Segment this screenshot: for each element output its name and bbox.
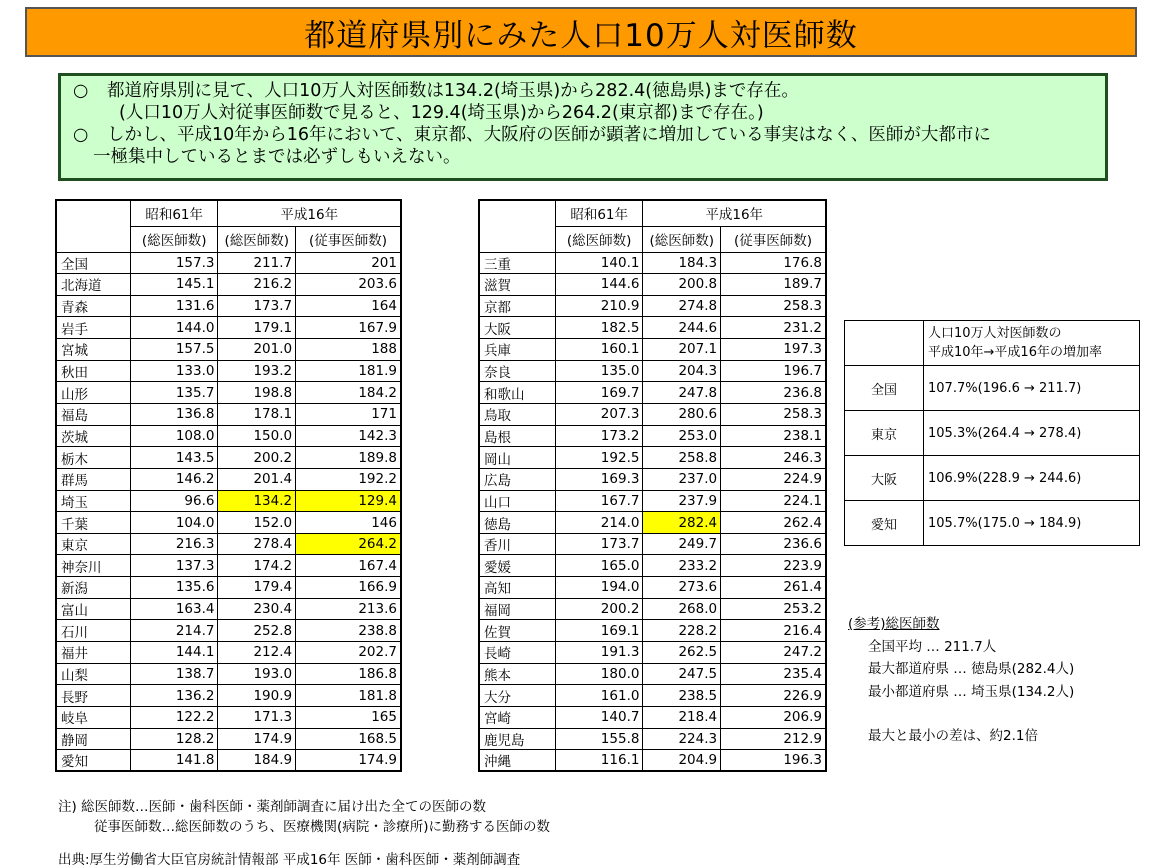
value-s61-total: 144.0 bbox=[130, 317, 218, 339]
value-h16-practicing: 235.4 bbox=[721, 663, 826, 685]
value-h16-total: 262.5 bbox=[643, 642, 721, 664]
prefecture-name: 滋賀 bbox=[479, 274, 555, 296]
prefecture-name: 沖縄 bbox=[479, 750, 555, 772]
value-s61-total: 160.1 bbox=[555, 339, 643, 361]
value-h16-total: 179.1 bbox=[218, 317, 296, 339]
value-h16-practicing: 166.9 bbox=[296, 577, 401, 599]
header-year-h16: 平成16年 bbox=[643, 200, 826, 226]
table-row bbox=[479, 252, 826, 274]
prefecture-name: 東京 bbox=[56, 533, 130, 555]
value-h16-total: 249.7 bbox=[643, 533, 721, 555]
prefecture-name: 埼玉 bbox=[56, 490, 130, 512]
table-row bbox=[479, 360, 826, 382]
value-h16-practicing: 181.8 bbox=[296, 685, 401, 707]
prefecture-name: 岩手 bbox=[56, 317, 130, 339]
value-s61-total: 207.3 bbox=[555, 403, 643, 425]
value-h16-total: 193.2 bbox=[218, 360, 296, 382]
value-h16-practicing: 262.4 bbox=[721, 512, 826, 534]
prefecture-name: 熊本 bbox=[479, 663, 555, 685]
summary-text-3: しかし、平成10年から16年において、東京都、大阪府の医師が顕著に増加している事実はなく、医師が大都市に bbox=[107, 125, 991, 145]
table-row bbox=[56, 317, 401, 339]
value-s61-total: 192.5 bbox=[555, 447, 643, 469]
value-h16-total: 274.8 bbox=[643, 295, 721, 317]
page-title-bar bbox=[25, 7, 1137, 57]
value-h16-total: 268.0 bbox=[643, 598, 721, 620]
reference-block bbox=[848, 613, 1074, 748]
table-row bbox=[479, 555, 826, 577]
value-h16-practicing: 206.9 bbox=[721, 706, 826, 728]
prefecture-name: 神奈川 bbox=[56, 555, 130, 577]
prefecture-name: 山梨 bbox=[56, 663, 130, 685]
value-h16-practicing: 164 bbox=[296, 295, 401, 317]
value-h16-practicing: 212.9 bbox=[721, 728, 826, 750]
header-empty bbox=[479, 200, 555, 252]
value-h16-total: 253.0 bbox=[643, 425, 721, 447]
value-s61-total: 210.9 bbox=[555, 295, 643, 317]
value-s61-total: 136.8 bbox=[130, 403, 218, 425]
table-row bbox=[56, 706, 401, 728]
value-h16-total: 201.4 bbox=[218, 468, 296, 490]
prefecture-name: 長崎 bbox=[479, 642, 555, 664]
table-row bbox=[56, 468, 401, 490]
value-h16-total: 252.8 bbox=[218, 620, 296, 642]
value-h16-practicing: 238.1 bbox=[721, 425, 826, 447]
table-row bbox=[56, 274, 401, 296]
prefecture-name: 和歌山 bbox=[479, 382, 555, 404]
inc-label: 愛知 bbox=[845, 501, 924, 546]
header-empty bbox=[56, 200, 130, 252]
value-h16-total: 238.5 bbox=[643, 685, 721, 707]
value-h16-total: 237.9 bbox=[643, 490, 721, 512]
inc-value: 106.9%(228.9 → 244.6) bbox=[924, 456, 1140, 501]
prefecture-name: 高知 bbox=[479, 577, 555, 599]
inc-label: 大阪 bbox=[845, 456, 924, 501]
table-row bbox=[56, 295, 401, 317]
header-practicing: (従事医師数) bbox=[296, 226, 401, 252]
table-row bbox=[479, 317, 826, 339]
value-h16-practicing: 188 bbox=[296, 339, 401, 361]
prefecture-name: 広島 bbox=[479, 468, 555, 490]
value-h16-total: 280.6 bbox=[643, 403, 721, 425]
value-h16-total: 152.0 bbox=[218, 512, 296, 534]
value-h16-practicing: 196.3 bbox=[721, 750, 826, 772]
value-s61-total: 128.2 bbox=[130, 728, 218, 750]
inc-header-line-2: 平成10年→平成16年の増加率 bbox=[928, 345, 1102, 360]
value-s61-total: 137.3 bbox=[130, 555, 218, 577]
reference-heading: (参考)総医師数 bbox=[848, 616, 940, 632]
table-row bbox=[479, 750, 826, 772]
value-h16-practicing: 216.4 bbox=[721, 620, 826, 642]
value-s61-total: 182.5 bbox=[555, 317, 643, 339]
value-s61-total: 173.7 bbox=[555, 533, 643, 555]
value-h16-practicing: 189.7 bbox=[721, 274, 826, 296]
value-h16-total: 207.1 bbox=[643, 339, 721, 361]
value-h16-total: 237.0 bbox=[643, 468, 721, 490]
table-row bbox=[479, 468, 826, 490]
value-h16-practicing: 258.3 bbox=[721, 295, 826, 317]
table-row bbox=[479, 706, 826, 728]
value-s61-total: 173.2 bbox=[555, 425, 643, 447]
header-year-s61: 昭和61年 bbox=[555, 200, 643, 226]
value-h16-practicing: 196.7 bbox=[721, 360, 826, 382]
table-row bbox=[56, 577, 401, 599]
table-row bbox=[56, 512, 401, 534]
value-h16-total: 174.9 bbox=[218, 728, 296, 750]
value-s61-total: 167.7 bbox=[555, 490, 643, 512]
table-row bbox=[56, 750, 401, 772]
value-h16-practicing: 129.4 bbox=[296, 490, 401, 512]
prefecture-name: 岐阜 bbox=[56, 706, 130, 728]
value-h16-practicing: 186.8 bbox=[296, 663, 401, 685]
value-s61-total: 191.3 bbox=[555, 642, 643, 664]
page-title: 都道府県別にみた人口10万人対医師数 bbox=[304, 17, 858, 54]
prefecture-name: 全国 bbox=[56, 252, 130, 274]
value-h16-practicing: 142.3 bbox=[296, 425, 401, 447]
value-s61-total: 157.5 bbox=[130, 339, 218, 361]
inc-value: 107.7%(196.6 → 211.7) bbox=[924, 366, 1140, 411]
prefecture-name: 鳥取 bbox=[479, 403, 555, 425]
value-s61-total: 135.7 bbox=[130, 382, 218, 404]
table-row bbox=[56, 685, 401, 707]
prefecture-name: 長野 bbox=[56, 685, 130, 707]
table-row bbox=[56, 360, 401, 382]
value-h16-total: 244.6 bbox=[643, 317, 721, 339]
value-s61-total: 169.3 bbox=[555, 468, 643, 490]
value-h16-total: 282.4 bbox=[643, 512, 721, 534]
value-h16-practicing: 224.9 bbox=[721, 468, 826, 490]
reference-line: 全国平均 … 211.7人 bbox=[868, 638, 997, 655]
value-h16-practicing: 201 bbox=[296, 252, 401, 274]
value-h16-total: 174.2 bbox=[218, 555, 296, 577]
value-h16-total: 204.9 bbox=[643, 750, 721, 772]
value-h16-total: 190.9 bbox=[218, 685, 296, 707]
table-row bbox=[56, 555, 401, 577]
header-total: (総医師数) bbox=[555, 226, 643, 252]
table-row bbox=[56, 663, 401, 685]
value-h16-practicing: 184.2 bbox=[296, 382, 401, 404]
value-h16-total: 198.8 bbox=[218, 382, 296, 404]
reference-line: 最大と最小の差は、約2.1倍 bbox=[868, 728, 1038, 744]
inc-value: 105.3%(264.4 → 278.4) bbox=[924, 411, 1140, 456]
value-s61-total: 163.4 bbox=[130, 598, 218, 620]
reference-line: 最大都道府県 … 徳島県(282.4人) bbox=[868, 661, 1075, 677]
value-h16-total: 212.4 bbox=[218, 642, 296, 664]
value-s61-total: 145.1 bbox=[130, 274, 218, 296]
value-s61-total: 116.1 bbox=[555, 750, 643, 772]
value-s61-total: 143.5 bbox=[130, 447, 218, 469]
header-year-s61: 昭和61年 bbox=[130, 200, 218, 226]
value-h16-total: 184.3 bbox=[643, 252, 721, 274]
value-h16-total: 134.2 bbox=[218, 490, 296, 512]
value-s61-total: 161.0 bbox=[555, 685, 643, 707]
value-h16-practicing: 253.2 bbox=[721, 598, 826, 620]
value-s61-total: 135.0 bbox=[555, 360, 643, 382]
value-h16-total: 150.0 bbox=[218, 425, 296, 447]
reference-line: 最小都道府県 … 埼玉県(134.2人) bbox=[868, 683, 1075, 700]
bullet-icon: ○ bbox=[73, 81, 89, 101]
value-h16-total: 273.6 bbox=[643, 577, 721, 599]
value-h16-total: 204.3 bbox=[643, 360, 721, 382]
value-h16-practicing: 167.9 bbox=[296, 317, 401, 339]
prefecture-name: 富山 bbox=[56, 598, 130, 620]
value-s61-total: 122.2 bbox=[130, 706, 218, 728]
value-h16-total: 224.3 bbox=[643, 728, 721, 750]
value-h16-practicing: 238.8 bbox=[296, 620, 401, 642]
value-h16-total: 171.3 bbox=[218, 706, 296, 728]
prefecture-name: 愛媛 bbox=[479, 555, 555, 577]
table-row bbox=[479, 403, 826, 425]
table-row bbox=[479, 382, 826, 404]
value-s61-total: 138.7 bbox=[130, 663, 218, 685]
value-s61-total: 135.6 bbox=[130, 577, 218, 599]
value-s61-total: 214.7 bbox=[130, 620, 218, 642]
value-h16-practicing: 176.8 bbox=[721, 252, 826, 274]
value-s61-total: 155.8 bbox=[555, 728, 643, 750]
value-s61-total: 169.1 bbox=[555, 620, 643, 642]
prefecture-table-left bbox=[55, 199, 402, 772]
value-h16-practicing: 146 bbox=[296, 512, 401, 534]
value-h16-total: 184.9 bbox=[218, 750, 296, 772]
table-row bbox=[56, 403, 401, 425]
value-h16-total: 200.2 bbox=[218, 447, 296, 469]
value-h16-practicing: 264.2 bbox=[296, 533, 401, 555]
value-s61-total: 140.7 bbox=[555, 706, 643, 728]
value-h16-practicing: 261.4 bbox=[721, 577, 826, 599]
value-s61-total: 144.6 bbox=[555, 274, 643, 296]
table-row bbox=[56, 533, 401, 555]
header-practicing: (従事医師数) bbox=[721, 226, 826, 252]
table-row bbox=[56, 490, 401, 512]
value-h16-practicing: 174.9 bbox=[296, 750, 401, 772]
prefecture-name: 茨城 bbox=[56, 425, 130, 447]
table-row bbox=[56, 382, 401, 404]
table-row bbox=[56, 728, 401, 750]
value-s61-total: 96.6 bbox=[130, 490, 218, 512]
prefecture-name: 山口 bbox=[479, 490, 555, 512]
value-s61-total: 136.2 bbox=[130, 685, 218, 707]
table-row bbox=[479, 425, 826, 447]
value-h16-practicing: 236.8 bbox=[721, 382, 826, 404]
table-row bbox=[56, 447, 401, 469]
bullet-icon: ○ bbox=[73, 125, 89, 145]
value-h16-total: 201.0 bbox=[218, 339, 296, 361]
prefecture-name: 北海道 bbox=[56, 274, 130, 296]
table-row bbox=[479, 295, 826, 317]
value-h16-practicing: 203.6 bbox=[296, 274, 401, 296]
value-h16-total: 218.4 bbox=[643, 706, 721, 728]
prefecture-name: 群馬 bbox=[56, 468, 130, 490]
value-s61-total: 194.0 bbox=[555, 577, 643, 599]
value-h16-practicing: 168.5 bbox=[296, 728, 401, 750]
value-h16-total: 211.7 bbox=[218, 252, 296, 274]
value-h16-practicing: 226.9 bbox=[721, 685, 826, 707]
value-h16-practicing: 189.8 bbox=[296, 447, 401, 469]
value-s61-total: 157.3 bbox=[130, 252, 218, 274]
table-row bbox=[56, 642, 401, 664]
inc-header bbox=[924, 321, 1140, 366]
prefecture-name: 青森 bbox=[56, 295, 130, 317]
value-h16-total: 278.4 bbox=[218, 533, 296, 555]
summary-line-2: (人口10万人対従事医師数で見ると、129.4(埼玉県)から264.2(東京都)まで存在。) bbox=[119, 103, 764, 123]
inc-label: 東京 bbox=[845, 411, 924, 456]
value-s61-total: 104.0 bbox=[130, 512, 218, 534]
summary-line-1 bbox=[73, 80, 1095, 102]
table-row bbox=[479, 728, 826, 750]
value-h16-practicing: 192.2 bbox=[296, 468, 401, 490]
inc-header-line-1: 人口10万人対医師数の bbox=[928, 326, 1062, 341]
table-row bbox=[479, 447, 826, 469]
value-h16-total: 230.4 bbox=[218, 598, 296, 620]
value-h16-practicing: 236.6 bbox=[721, 533, 826, 555]
table-row bbox=[479, 598, 826, 620]
prefecture-name: 奈良 bbox=[479, 360, 555, 382]
note-line: 従事医師数…総医師数のうち、医療機関(病院・診療所)に勤務する医師の数 bbox=[94, 819, 551, 835]
value-h16-practicing: 223.9 bbox=[721, 555, 826, 577]
prefecture-name: 佐賀 bbox=[479, 620, 555, 642]
table-row bbox=[479, 620, 826, 642]
prefecture-name: 岡山 bbox=[479, 447, 555, 469]
value-s61-total: 141.8 bbox=[130, 750, 218, 772]
table-row bbox=[56, 339, 401, 361]
prefecture-name: 宮城 bbox=[56, 339, 130, 361]
value-h16-practicing: 181.9 bbox=[296, 360, 401, 382]
header-total: (総医師数) bbox=[130, 226, 218, 252]
value-h16-total: 247.5 bbox=[643, 663, 721, 685]
value-h16-total: 228.2 bbox=[643, 620, 721, 642]
prefecture-name: 新潟 bbox=[56, 577, 130, 599]
notes-block bbox=[58, 797, 550, 837]
prefecture-name: 福井 bbox=[56, 642, 130, 664]
value-h16-practicing: 224.1 bbox=[721, 490, 826, 512]
prefecture-name: 大阪 bbox=[479, 317, 555, 339]
value-s61-total: 200.2 bbox=[555, 598, 643, 620]
value-s61-total: 180.0 bbox=[555, 663, 643, 685]
value-h16-total: 179.4 bbox=[218, 577, 296, 599]
value-h16-practicing: 213.6 bbox=[296, 598, 401, 620]
table-row bbox=[479, 685, 826, 707]
value-h16-practicing: 165 bbox=[296, 706, 401, 728]
value-h16-practicing: 258.3 bbox=[721, 403, 826, 425]
value-h16-practicing: 171 bbox=[296, 403, 401, 425]
prefecture-name: 愛知 bbox=[56, 750, 130, 772]
summary-text-1: 都道府県別に見て、人口10万人対医師数は134.2(埼玉県)から282.4(徳島県)まで存在。 bbox=[107, 81, 799, 101]
table-row bbox=[479, 490, 826, 512]
summary-line-4: 一極集中しているとまでは必ずしもいえない。 bbox=[93, 147, 461, 167]
prefecture-name: 栃木 bbox=[56, 447, 130, 469]
value-s61-total: 214.0 bbox=[555, 512, 643, 534]
value-h16-practicing: 246.3 bbox=[721, 447, 826, 469]
table-row bbox=[479, 577, 826, 599]
value-s61-total: 169.7 bbox=[555, 382, 643, 404]
prefecture-name: 徳島 bbox=[479, 512, 555, 534]
value-h16-total: 200.8 bbox=[643, 274, 721, 296]
table-row bbox=[479, 339, 826, 361]
value-h16-total: 193.0 bbox=[218, 663, 296, 685]
value-s61-total: 216.3 bbox=[130, 533, 218, 555]
prefecture-name: 福岡 bbox=[479, 598, 555, 620]
table-row bbox=[56, 252, 401, 274]
table-row bbox=[479, 663, 826, 685]
prefecture-name: 秋田 bbox=[56, 360, 130, 382]
inc-label: 全国 bbox=[845, 366, 924, 411]
prefecture-name: 三重 bbox=[479, 252, 555, 274]
value-h16-practicing: 247.2 bbox=[721, 642, 826, 664]
value-h16-practicing: 202.7 bbox=[296, 642, 401, 664]
prefecture-name: 宮崎 bbox=[479, 706, 555, 728]
prefecture-name: 福島 bbox=[56, 403, 130, 425]
value-h16-total: 258.8 bbox=[643, 447, 721, 469]
summary-line-3 bbox=[73, 124, 1095, 146]
prefecture-table-right bbox=[478, 199, 827, 772]
table-row bbox=[479, 512, 826, 534]
header-total: (総医師数) bbox=[218, 226, 296, 252]
inc-header-empty bbox=[845, 321, 924, 366]
prefecture-name: 鹿児島 bbox=[479, 728, 555, 750]
value-s61-total: 144.1 bbox=[130, 642, 218, 664]
prefecture-name: 京都 bbox=[479, 295, 555, 317]
value-s61-total: 140.1 bbox=[555, 252, 643, 274]
prefecture-name: 千葉 bbox=[56, 512, 130, 534]
value-s61-total: 146.2 bbox=[130, 468, 218, 490]
prefecture-name: 静岡 bbox=[56, 728, 130, 750]
inc-value: 105.7%(175.0 → 184.9) bbox=[924, 501, 1140, 546]
prefecture-name: 石川 bbox=[56, 620, 130, 642]
value-h16-total: 247.8 bbox=[643, 382, 721, 404]
value-s61-total: 133.0 bbox=[130, 360, 218, 382]
prefecture-name: 大分 bbox=[479, 685, 555, 707]
increase-rate-table bbox=[844, 320, 1140, 546]
value-s61-total: 131.6 bbox=[130, 295, 218, 317]
value-h16-total: 233.2 bbox=[643, 555, 721, 577]
table-row bbox=[56, 620, 401, 642]
table-body-left bbox=[56, 252, 401, 771]
table-row bbox=[479, 642, 826, 664]
value-h16-total: 173.7 bbox=[218, 295, 296, 317]
value-s61-total: 108.0 bbox=[130, 425, 218, 447]
prefecture-name: 山形 bbox=[56, 382, 130, 404]
value-h16-practicing: 231.2 bbox=[721, 317, 826, 339]
value-h16-total: 178.1 bbox=[218, 403, 296, 425]
value-h16-practicing: 197.3 bbox=[721, 339, 826, 361]
prefecture-name: 兵庫 bbox=[479, 339, 555, 361]
header-year-h16: 平成16年 bbox=[218, 200, 401, 226]
table-row bbox=[56, 425, 401, 447]
value-s61-total: 165.0 bbox=[555, 555, 643, 577]
value-h16-total: 216.2 bbox=[218, 274, 296, 296]
table-row bbox=[479, 274, 826, 296]
prefecture-name: 香川 bbox=[479, 533, 555, 555]
note-line: 注) 総医師数…医師・歯科医師・薬剤師調査に届け出た全ての医師の数 bbox=[58, 799, 487, 815]
table-row bbox=[56, 598, 401, 620]
source-text: 出典:厚生労働省大臣官房統計情報部 平成16年 医師・歯科医師・薬剤師調査 bbox=[58, 852, 521, 868]
summary-box bbox=[58, 73, 1108, 181]
table-body-right bbox=[479, 252, 826, 771]
value-h16-practicing: 167.4 bbox=[296, 555, 401, 577]
prefecture-name: 島根 bbox=[479, 425, 555, 447]
table-row bbox=[479, 533, 826, 555]
header-total: (総医師数) bbox=[643, 226, 721, 252]
